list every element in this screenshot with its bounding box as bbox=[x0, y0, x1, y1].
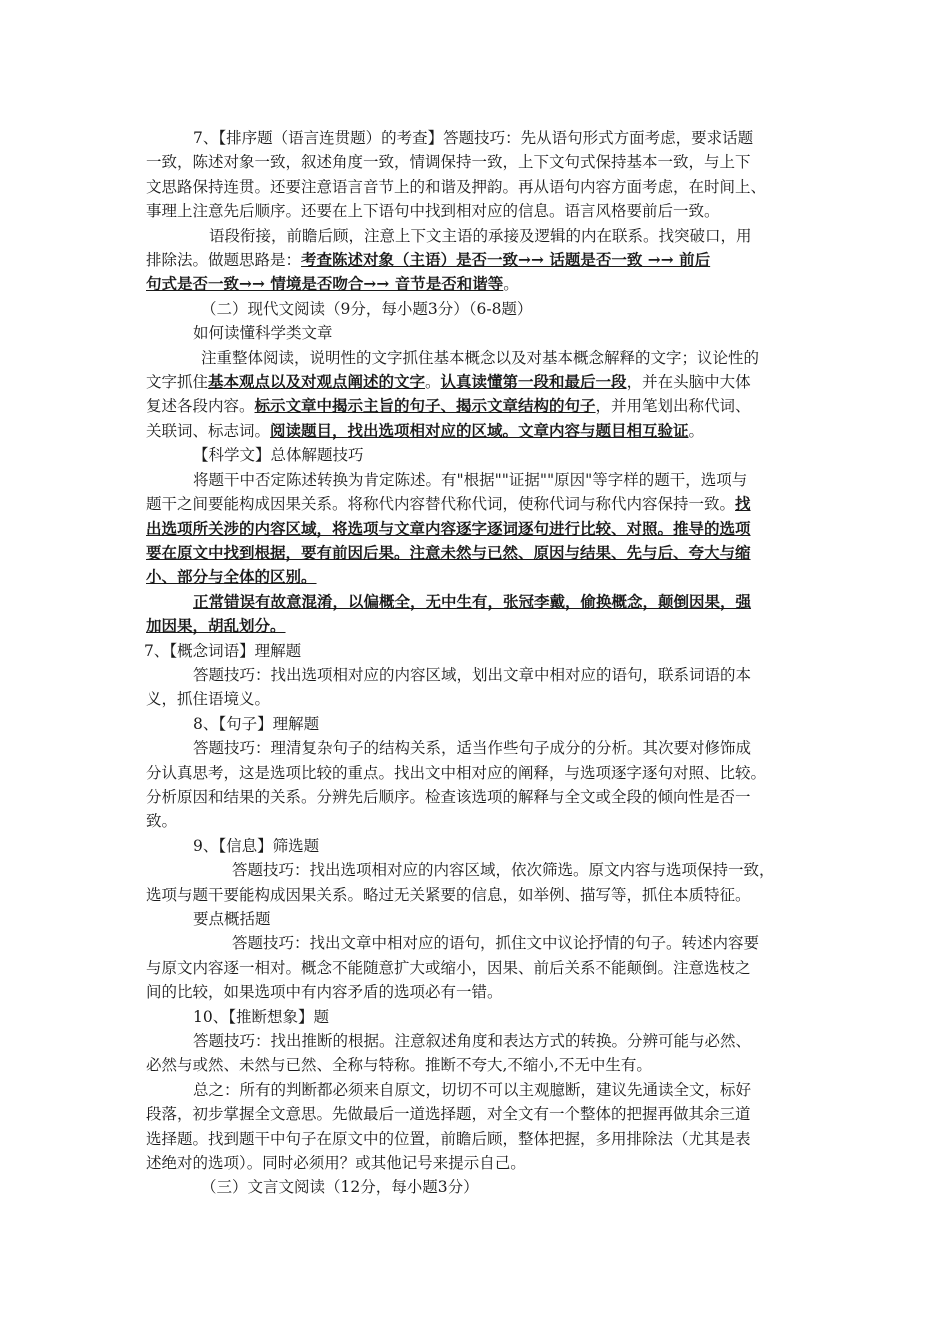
focus-line: 关联词、标志词。阅读题目，找出选项相对应的区域。文章内容与题目相互验证。 bbox=[146, 420, 705, 440]
sort-question-line: 文思路保持连贯。还要注意语言音节上的和谐及押韵。再从语句内容方面考虑，在时间上、 bbox=[146, 177, 767, 196]
how-to-read-heading: 如何读懂科学类文章 bbox=[193, 324, 333, 343]
modern-text-heading: （二）现代文阅读（9分，每小题3分）（6-8题） bbox=[201, 299, 533, 318]
common-errors-line: 加因果，胡乱划分。 bbox=[146, 616, 286, 636]
summary-line: 与原文内容逐一相对。概念不能随意扩大或缩小，因果、前后关系不能颠倒。注意选枝之 bbox=[146, 958, 751, 977]
paragraph-connect-line: 排除法。做题思路是：考查陈述对象（主语）是否一致→→ 话题是否一致 →→ 前后 bbox=[146, 250, 711, 270]
q10-heading: 10、【推断想象】题 bbox=[193, 1007, 329, 1026]
paragraph-connect-line: 语段衔接，前瞻后顾，注意上下文主语的承接及逻辑的内在联系。找突破口，用 bbox=[209, 226, 752, 245]
q9-line: 选项与题干要能构成因果关系。略过无关紧要的信息，如举例、描写等，抓住本质特征。 bbox=[146, 885, 751, 904]
q8-heading: 8、【句子】理解题 bbox=[193, 714, 320, 733]
q7-heading: 7、【概念词语】理解题 bbox=[144, 641, 302, 660]
q7-line: 义，抓住语境义。 bbox=[146, 690, 271, 709]
q8-line: 分认真思考，这是选项比较的重点。找出文中相对应的阐释，与选项逐字逐句对照、比较。 bbox=[146, 763, 767, 782]
science-heading: 【科学文】总体解题技巧 bbox=[193, 446, 364, 465]
paragraph-connect-line: 句式是否一致→→ 情境是否吻合→→ 音节是否和谐等。 bbox=[146, 274, 519, 294]
q7-line: 答题技巧：找出选项相对应的内容区域，划出文章中相对应的语句，联系词语的本 bbox=[193, 665, 752, 684]
summary-line: 间的比较，如果选项中有内容矛盾的选项必有一错。 bbox=[146, 983, 503, 1002]
focus-line: 文字抓住基本观点以及对观点阐述的文字。认真读懂第一段和最后一段，并在头脑中大体 bbox=[146, 372, 751, 392]
common-errors-line: 正常错误有故意混淆，以偏概全，无中生有，张冠李戴，偷换概念，颠倒因果，强 bbox=[193, 591, 752, 611]
science-line: 小、部分与全体的区别。 bbox=[146, 567, 317, 587]
sort-question-line: 一致，陈述对象一致，叙述角度一致，情调保持一致，上下文句式保持基本一致，与上下 bbox=[146, 153, 751, 172]
conclusion-line: 段落，初步掌握全文意思。先做最后一道选择题，对全文有一个整体的把握再做其余三道 bbox=[146, 1105, 751, 1124]
science-line: 将题干中否定陈述转换为肯定陈述。有"根据""证据""原因"等字样的题干，选项与 bbox=[193, 470, 748, 489]
summary-line: 答题技巧：找出文章中相对应的语句，抓住文中议论抒情的句子。转述内容要 bbox=[232, 934, 760, 953]
science-line: 题干之间要能构成因果关系。将称代内容替代称代词，使称代词与称代内容保持一致。找 bbox=[146, 494, 751, 514]
science-line: 要在原文中找到根据，要有前因后果。注意未然与已然、原因与结果、先与后、夸大与缩 bbox=[146, 542, 751, 562]
document-body bbox=[146, 126, 806, 1200]
thinking-steps: 句式是否一致→→ 情境是否吻合→→ 音节是否和谐等 bbox=[146, 274, 504, 294]
q9-heading: 9、【信息】筛选题 bbox=[193, 836, 320, 855]
science-line: 出选项所关涉的内容区域，将选项与文章内容逐字逐词逐句进行比较、对照。推导的选项 bbox=[146, 518, 751, 538]
conclusion-line: 总之：所有的判断都必须来自原文，切切不可以主观臆断，建议先通读全文，标好 bbox=[193, 1080, 752, 1099]
summary-heading: 要点概括题 bbox=[193, 910, 271, 928]
classical-text-heading: （三）文言文阅读（12分，每小题3分） bbox=[201, 1178, 479, 1197]
conclusion-line: 述绝对的选项）。同时必须用？或其他记号来提示自己。 bbox=[146, 1154, 526, 1173]
focus-line: 复述各段内容。标示文章中揭示主旨的句子、揭示文章结构的句子，并用笔划出称代词、 bbox=[146, 396, 751, 416]
sort-question-line: 事理上注意先后顺序。还要在上下语句中找到相对应的信息。语言风格要前后一致。 bbox=[146, 202, 720, 221]
q10-line: 必然与或然、未然与已然、全称与特称。推断不夸大,不缩小,不无中生有。 bbox=[146, 1056, 652, 1075]
q8-line: 致。 bbox=[146, 812, 178, 831]
focus-line: 注重整体阅读，说明性的文字抓住基本概念以及对基本概念解释的文字；议论性的 bbox=[201, 348, 760, 367]
q10-line: 答题技巧：找出推断的根据。注意叙述角度和表达方式的转换。分辨可能与必然、 bbox=[193, 1032, 752, 1051]
q8-line: 分析原因和结果的关系。分辨先后顺序。检查该选项的解释与全文或全段的倾向性是否一 bbox=[146, 787, 751, 806]
thinking-steps: 考查陈述对象（主语）是否一致→→ 话题是否一致 →→ 前后 bbox=[301, 250, 711, 270]
q8-line: 答题技巧：理清复杂句子的结构关系，适当作些句子成分的分析。其次要对修饰成 bbox=[193, 739, 752, 758]
q9-line: 答题技巧：找出选项相对应的内容区域，依次筛选。原文内容与选项保持一致， bbox=[232, 861, 775, 880]
conclusion-line: 选择题。找到题干中句子在原文中的位置，前瞻后顾，整体把握，多用排除法（尤其是表 bbox=[146, 1129, 751, 1148]
sort-question-line: 7、【排序题（语言连贯题）的考查】答题技巧：先从语句形式方面考虑，要求话题 bbox=[193, 129, 754, 147]
